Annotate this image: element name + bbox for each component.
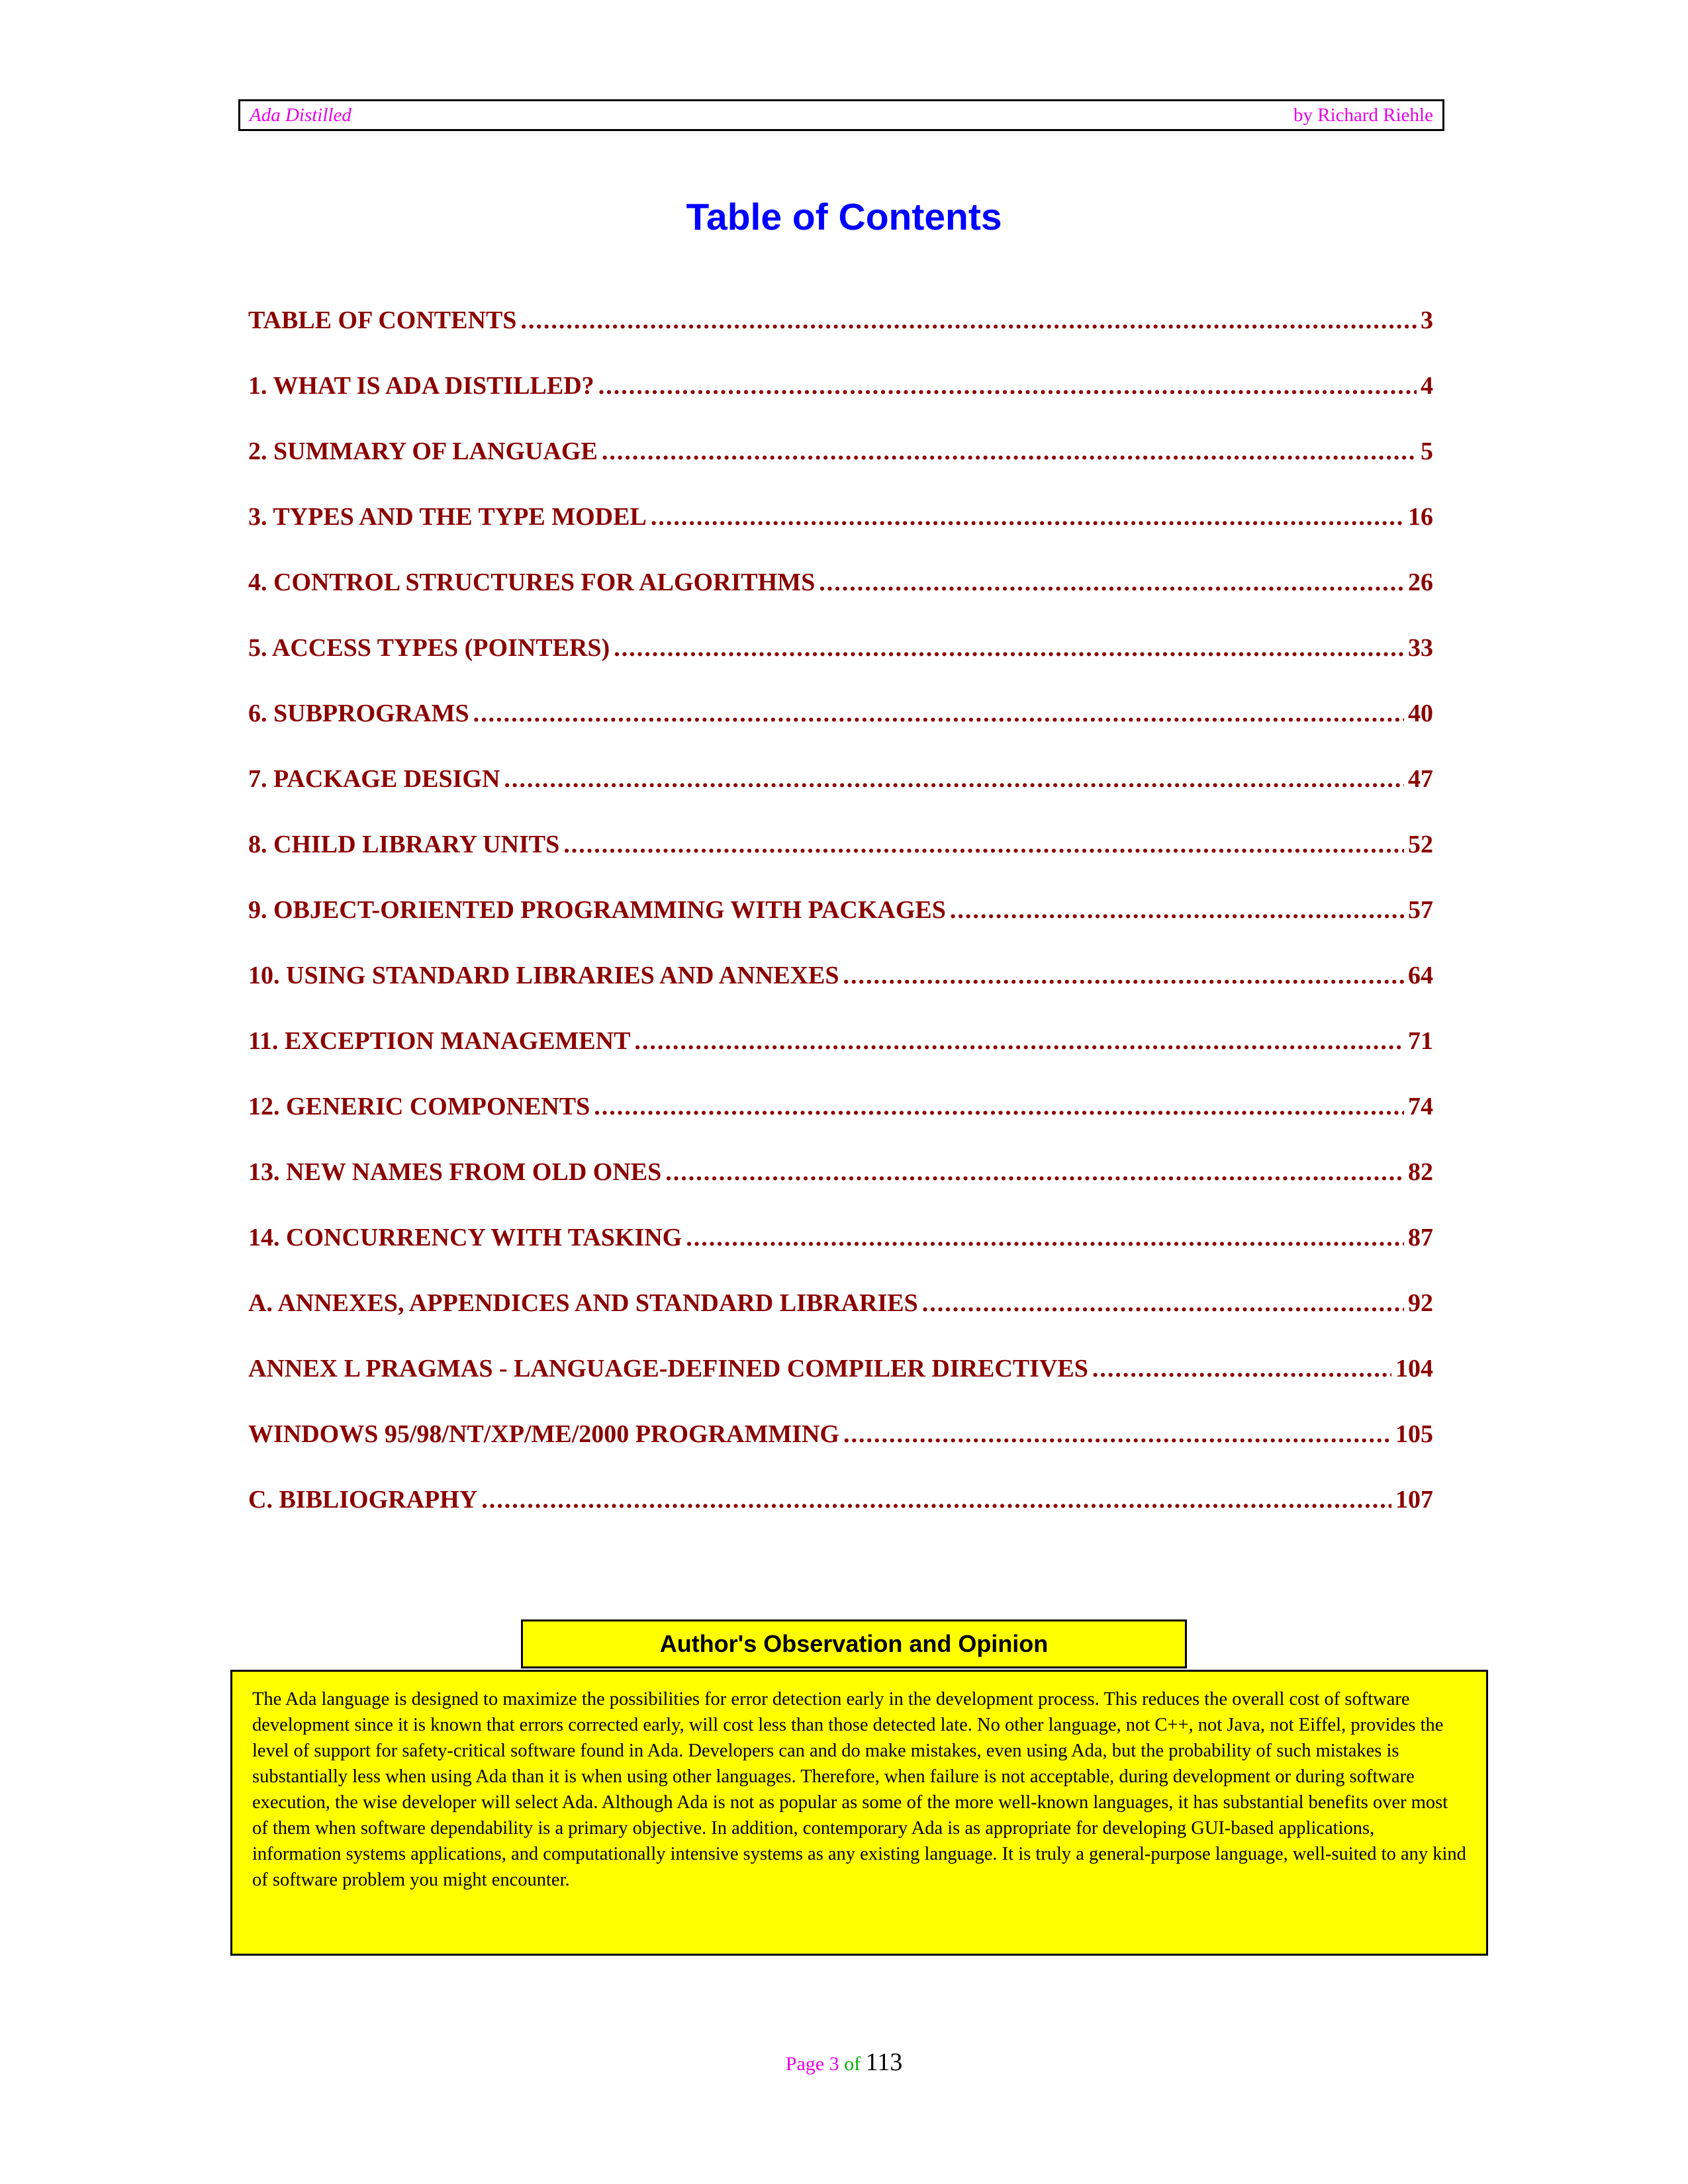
toc-entry-page: 71 bbox=[1408, 1027, 1433, 1055]
toc-entry-page: 4 bbox=[1421, 372, 1433, 400]
toc-entry-page: 74 bbox=[1408, 1093, 1433, 1120]
toc-entry-page: 104 bbox=[1395, 1355, 1433, 1383]
toc-dot-leader bbox=[602, 437, 1417, 466]
footer-page-label: Page 3 bbox=[785, 2053, 839, 2075]
header-book-title: Ada Distilled bbox=[250, 104, 352, 126]
footer-total-pages: 113 bbox=[865, 2048, 903, 2076]
toc-dot-leader bbox=[634, 1026, 1404, 1056]
toc-entry[interactable] bbox=[248, 1289, 1433, 1354]
toc-dot-leader bbox=[1092, 1354, 1391, 1383]
toc-entry-page: 52 bbox=[1408, 831, 1433, 858]
toc-entry-page: 16 bbox=[1408, 503, 1433, 531]
toc-entry-title: 12. GENERIC COMPONENTS bbox=[248, 1093, 590, 1120]
toc-entry-title: 6. SUBPROGRAMS bbox=[248, 700, 469, 727]
toc-entry[interactable] bbox=[248, 699, 1433, 764]
toc-entry-page: 26 bbox=[1408, 569, 1433, 596]
toc-entry-title: 1. WHAT IS ADA DISTILLED? bbox=[248, 372, 594, 400]
toc-entry-title: 2. SUMMARY OF LANGUAGE bbox=[248, 437, 598, 465]
toc-dot-leader bbox=[598, 371, 1417, 400]
toc-entry-page: 64 bbox=[1408, 962, 1433, 989]
toc-entry-title: 11. EXCEPTION MANAGEMENT bbox=[248, 1027, 631, 1055]
toc-dot-leader bbox=[594, 1092, 1404, 1121]
toc-entry[interactable] bbox=[248, 568, 1433, 633]
toc-dot-leader bbox=[481, 1485, 1391, 1514]
toc-dot-leader bbox=[473, 699, 1404, 728]
toc-dot-leader bbox=[520, 306, 1417, 335]
toc-entry-title: 10. USING STANDARD LIBRARIES AND ANNEXES bbox=[248, 962, 839, 989]
toc-entry-title: 7. PACKAGE DESIGN bbox=[248, 765, 500, 793]
toc-dot-leader bbox=[843, 1420, 1391, 1449]
toc-dot-leader bbox=[504, 764, 1404, 794]
toc-dot-leader bbox=[686, 1223, 1404, 1252]
toc-entry[interactable] bbox=[248, 895, 1433, 961]
observation-body: The Ada language is designed to maximize the possibilities for error detection early in the development process. This reduces the overall cost of software development since it is known that errors corrected early, will cost less than those detected late. No other language, not C++, not Java, not Eiffel, provides the level of support for safety-critical software found in Ada. Developers can and do make mistakes, even using Ada, but the probability of such mistakes is substantially less when using Ada than it is when using other languages. Therefore, when failure is not acceptable, during development or during software execution, the wise developer will select Ada. Although Ada is not as popular as some of the more well-known languages, it has substantial benefits over most of them when software dependability is a primary objective. In addition, contemporary Ada is as appropriate for developing GUI-based applications, information systems applications, and computationally intensive systems as any existing language. It is truly a general-purpose language, well-suited to any kind of software problem you might encounter. bbox=[230, 1670, 1488, 1956]
toc-entry-page: 82 bbox=[1408, 1158, 1433, 1186]
toc-dot-leader bbox=[563, 830, 1404, 859]
toc-entry-title: C. BIBLIOGRAPHY bbox=[248, 1486, 478, 1514]
toc-entry-page: 33 bbox=[1408, 634, 1433, 662]
toc-entry[interactable] bbox=[248, 830, 1433, 895]
toc-entry[interactable] bbox=[248, 1158, 1433, 1223]
toc-entry[interactable] bbox=[248, 1223, 1433, 1289]
toc-entry-title: WINDOWS 95/98/NT/XP/ME/2000 PROGRAMMING bbox=[248, 1420, 839, 1448]
toc-list bbox=[248, 306, 1433, 1551]
toc-entry-title: 4. CONTROL STRUCTURES FOR ALGORITHMS bbox=[248, 569, 816, 596]
toc-entry[interactable] bbox=[248, 1026, 1433, 1092]
toc-entry[interactable] bbox=[248, 371, 1433, 437]
toc-entry-title: 9. OBJECT-ORIENTED PROGRAMMING WITH PACKAGES bbox=[248, 896, 946, 924]
toc-entry-page: 87 bbox=[1408, 1224, 1433, 1251]
observation-title: Author's Observation and Opinion bbox=[521, 1619, 1187, 1668]
toc-entry-page: 5 bbox=[1421, 437, 1433, 465]
toc-entry[interactable] bbox=[248, 764, 1433, 830]
running-header bbox=[238, 99, 1444, 131]
toc-entry-page: 105 bbox=[1395, 1420, 1433, 1448]
toc-entry-title: 13. NEW NAMES FROM OLD ONES bbox=[248, 1158, 662, 1186]
toc-entry-title: A. ANNEXES, APPENDICES AND STANDARD LIBRARIES bbox=[248, 1289, 918, 1317]
toc-entry-title: TABLE OF CONTENTS bbox=[248, 306, 517, 334]
toc-entry-title: 5. ACCESS TYPES (POINTERS) bbox=[248, 634, 610, 662]
toc-entry-title: 8. CHILD LIBRARY UNITS bbox=[248, 831, 560, 858]
header-author: by Richard Riehle bbox=[1293, 104, 1433, 126]
toc-entry[interactable] bbox=[248, 306, 1433, 371]
toc-entry-title: 3. TYPES AND THE TYPE MODEL bbox=[248, 503, 647, 531]
toc-dot-leader bbox=[922, 1289, 1404, 1318]
toc-dot-leader bbox=[614, 633, 1404, 662]
toc-entry-page: 47 bbox=[1408, 765, 1433, 793]
toc-entry[interactable] bbox=[248, 961, 1433, 1026]
toc-dot-leader bbox=[651, 502, 1404, 531]
toc-entry[interactable] bbox=[248, 633, 1433, 699]
toc-entry-page: 3 bbox=[1421, 306, 1433, 334]
footer-of-label: of bbox=[844, 2053, 861, 2075]
toc-entry[interactable] bbox=[248, 1485, 1433, 1551]
toc-dot-leader bbox=[843, 961, 1404, 990]
toc-entry-title: ANNEX L PRAGMAS - LANGUAGE-DEFINED COMPILER DIRECTIVES bbox=[248, 1355, 1088, 1383]
toc-entry-page: 40 bbox=[1408, 700, 1433, 727]
toc-entry[interactable] bbox=[248, 1354, 1433, 1420]
toc-entry-page: 107 bbox=[1395, 1486, 1433, 1514]
page-title: Table of Contents bbox=[686, 196, 1002, 238]
toc-entry[interactable] bbox=[248, 502, 1433, 568]
toc-dot-leader bbox=[950, 895, 1404, 925]
toc-entry-page: 57 bbox=[1408, 896, 1433, 924]
toc-entry[interactable] bbox=[248, 1420, 1433, 1485]
toc-dot-leader bbox=[819, 568, 1404, 597]
toc-entry[interactable] bbox=[248, 1092, 1433, 1158]
toc-entry-title: 14. CONCURRENCY WITH TASKING bbox=[248, 1224, 682, 1251]
page-footer bbox=[0, 2048, 1688, 2077]
toc-entry-page: 92 bbox=[1408, 1289, 1433, 1317]
toc-entry[interactable] bbox=[248, 437, 1433, 502]
toc-dot-leader bbox=[665, 1158, 1404, 1187]
